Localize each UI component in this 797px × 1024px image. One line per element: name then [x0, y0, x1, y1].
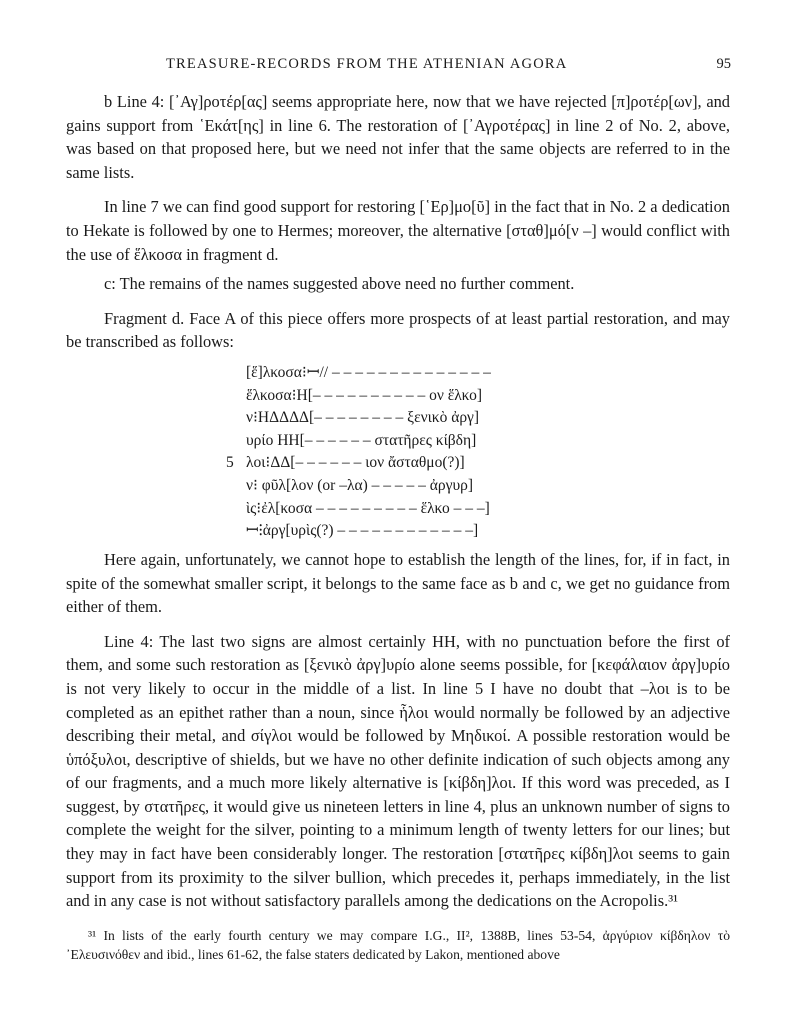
transcription-line: ν⁝HΔΔΔΔ[– – – – – – – – ξενικὸ ἀργ]: [246, 409, 480, 427]
page-number: 95: [716, 56, 731, 72]
paragraph: In line 7 we can find good support for restoring [῾Ερ]μο[ῦ] in the fact that in No. 2 a dedication to Hekate is followed by one to Hermes; moreover, the alternative [σταθ]μό[ν –] would conflict with the use of ἕλκοσα in fragment d.: [66, 197, 730, 264]
footnote: ³¹ In lists of the early fourth century we may compare I.G., II², 1388B, lines 53-54, ἀργύριον κίβδηλον τὸ ᾿Ελευσινόθεν and ibid., lines 61-62, the false staters dedicated by Lakon, mentioned above: [66, 928, 730, 962]
transcription-line: υρίο HH[– – – – – – στατῆρες κίβδη]: [246, 431, 477, 449]
line-number: 5: [226, 454, 234, 472]
paragraph: c: The remains of the names suggested above need no further comment.: [104, 274, 575, 294]
transcription-line: ν⁝ φῦλ[λον (or –λα) – – – – – ἀργυρ]: [246, 476, 474, 494]
main-text: [66, 90, 730, 913]
running-header: [66, 56, 731, 76]
transcription-line: ꟷ⁝ἀργ[υρὶς(?) – – – – – – – – – – – –]: [246, 522, 479, 540]
transcription-line: ὶς⁝ἐλ[κοσα – – – – – – – – – ἕλκο – – –]: [246, 499, 490, 517]
paragraph: Line 4: The last two signs are almost certainly HH, with no punctuation before the first of them, and some such restoration as [ξενικὸ ἀργ]υρίο alone seems possible, for [κεφάλαιον ἀργ]υρίο is not very likely to occur in the middle of a list. In line 5 I have no doubt that –λοι is to be completed as an epithet rather than a noun, since ἧλοι would normally be followed by an adjective describing their metal, and σίγλοι would be followed by Μηδικοί. A possible restoration would be ὑπόξυλοι, descriptive of shields, but we have no other definite indication of such objects among any of our fragments, and a much more likely alternative is [κίβδη]λοι. If this word was preceded, as I suggest, by στατῆρες, it would give us nineteen letters in line 4, plus an unknown number of signs to complete the weight for the silver, pointing to a minimum length of twenty letters for our lines; but they may in fact have been considerably longer. The restoration [στατῆρες κίβδη]λοι seems to gain support from its proximity to the silver bullion, which precedes it, perhaps immediately, in the list and in any case is not without satisfactory parallels among the dedications on the Acropolis.³¹: [66, 631, 730, 911]
paragraph: Fragment d. Face A of this piece offers more prospects of at least partial restoration, and may be transcribed as follows:: [66, 308, 730, 352]
paragraph: b Line 4: [᾿Αγ]ροτέρ[ας] seems appropriate here, now that we have rejected [π]ροτέρ[ων], and gains support from ῾Εκάτ[ης] in line 6. The restoration of [᾿Αγροτέρας] in line 2 of No. 2, above, was based on that proposed here, but we need not infer that the same objects are referred to in the same lists.: [66, 92, 730, 182]
inscription-transcription: [66, 362, 730, 542]
running-title: TREASURE-RECORDS FROM THE ATHENIAN AGORA: [166, 56, 568, 72]
transcription-line: [ἕ]λκοσα⁝ꟷ// – – – – – – – – – – – – – –: [246, 363, 491, 381]
paragraph: Here again, unfortunately, we cannot hope to establish the length of the lines, for, if in fact, in spite of the somewhat smaller script, it belongs to the same face as b and c, we get no guidance from either of them.: [66, 549, 730, 617]
transcription-line: ἕλκοσα⁝H[– – – – – – – – – – ον ἕλκο]: [246, 386, 483, 404]
transcription-line: λοι⁝ΔΔ[– – – – – – ιον ἄσταθμο(?)]: [246, 454, 465, 472]
